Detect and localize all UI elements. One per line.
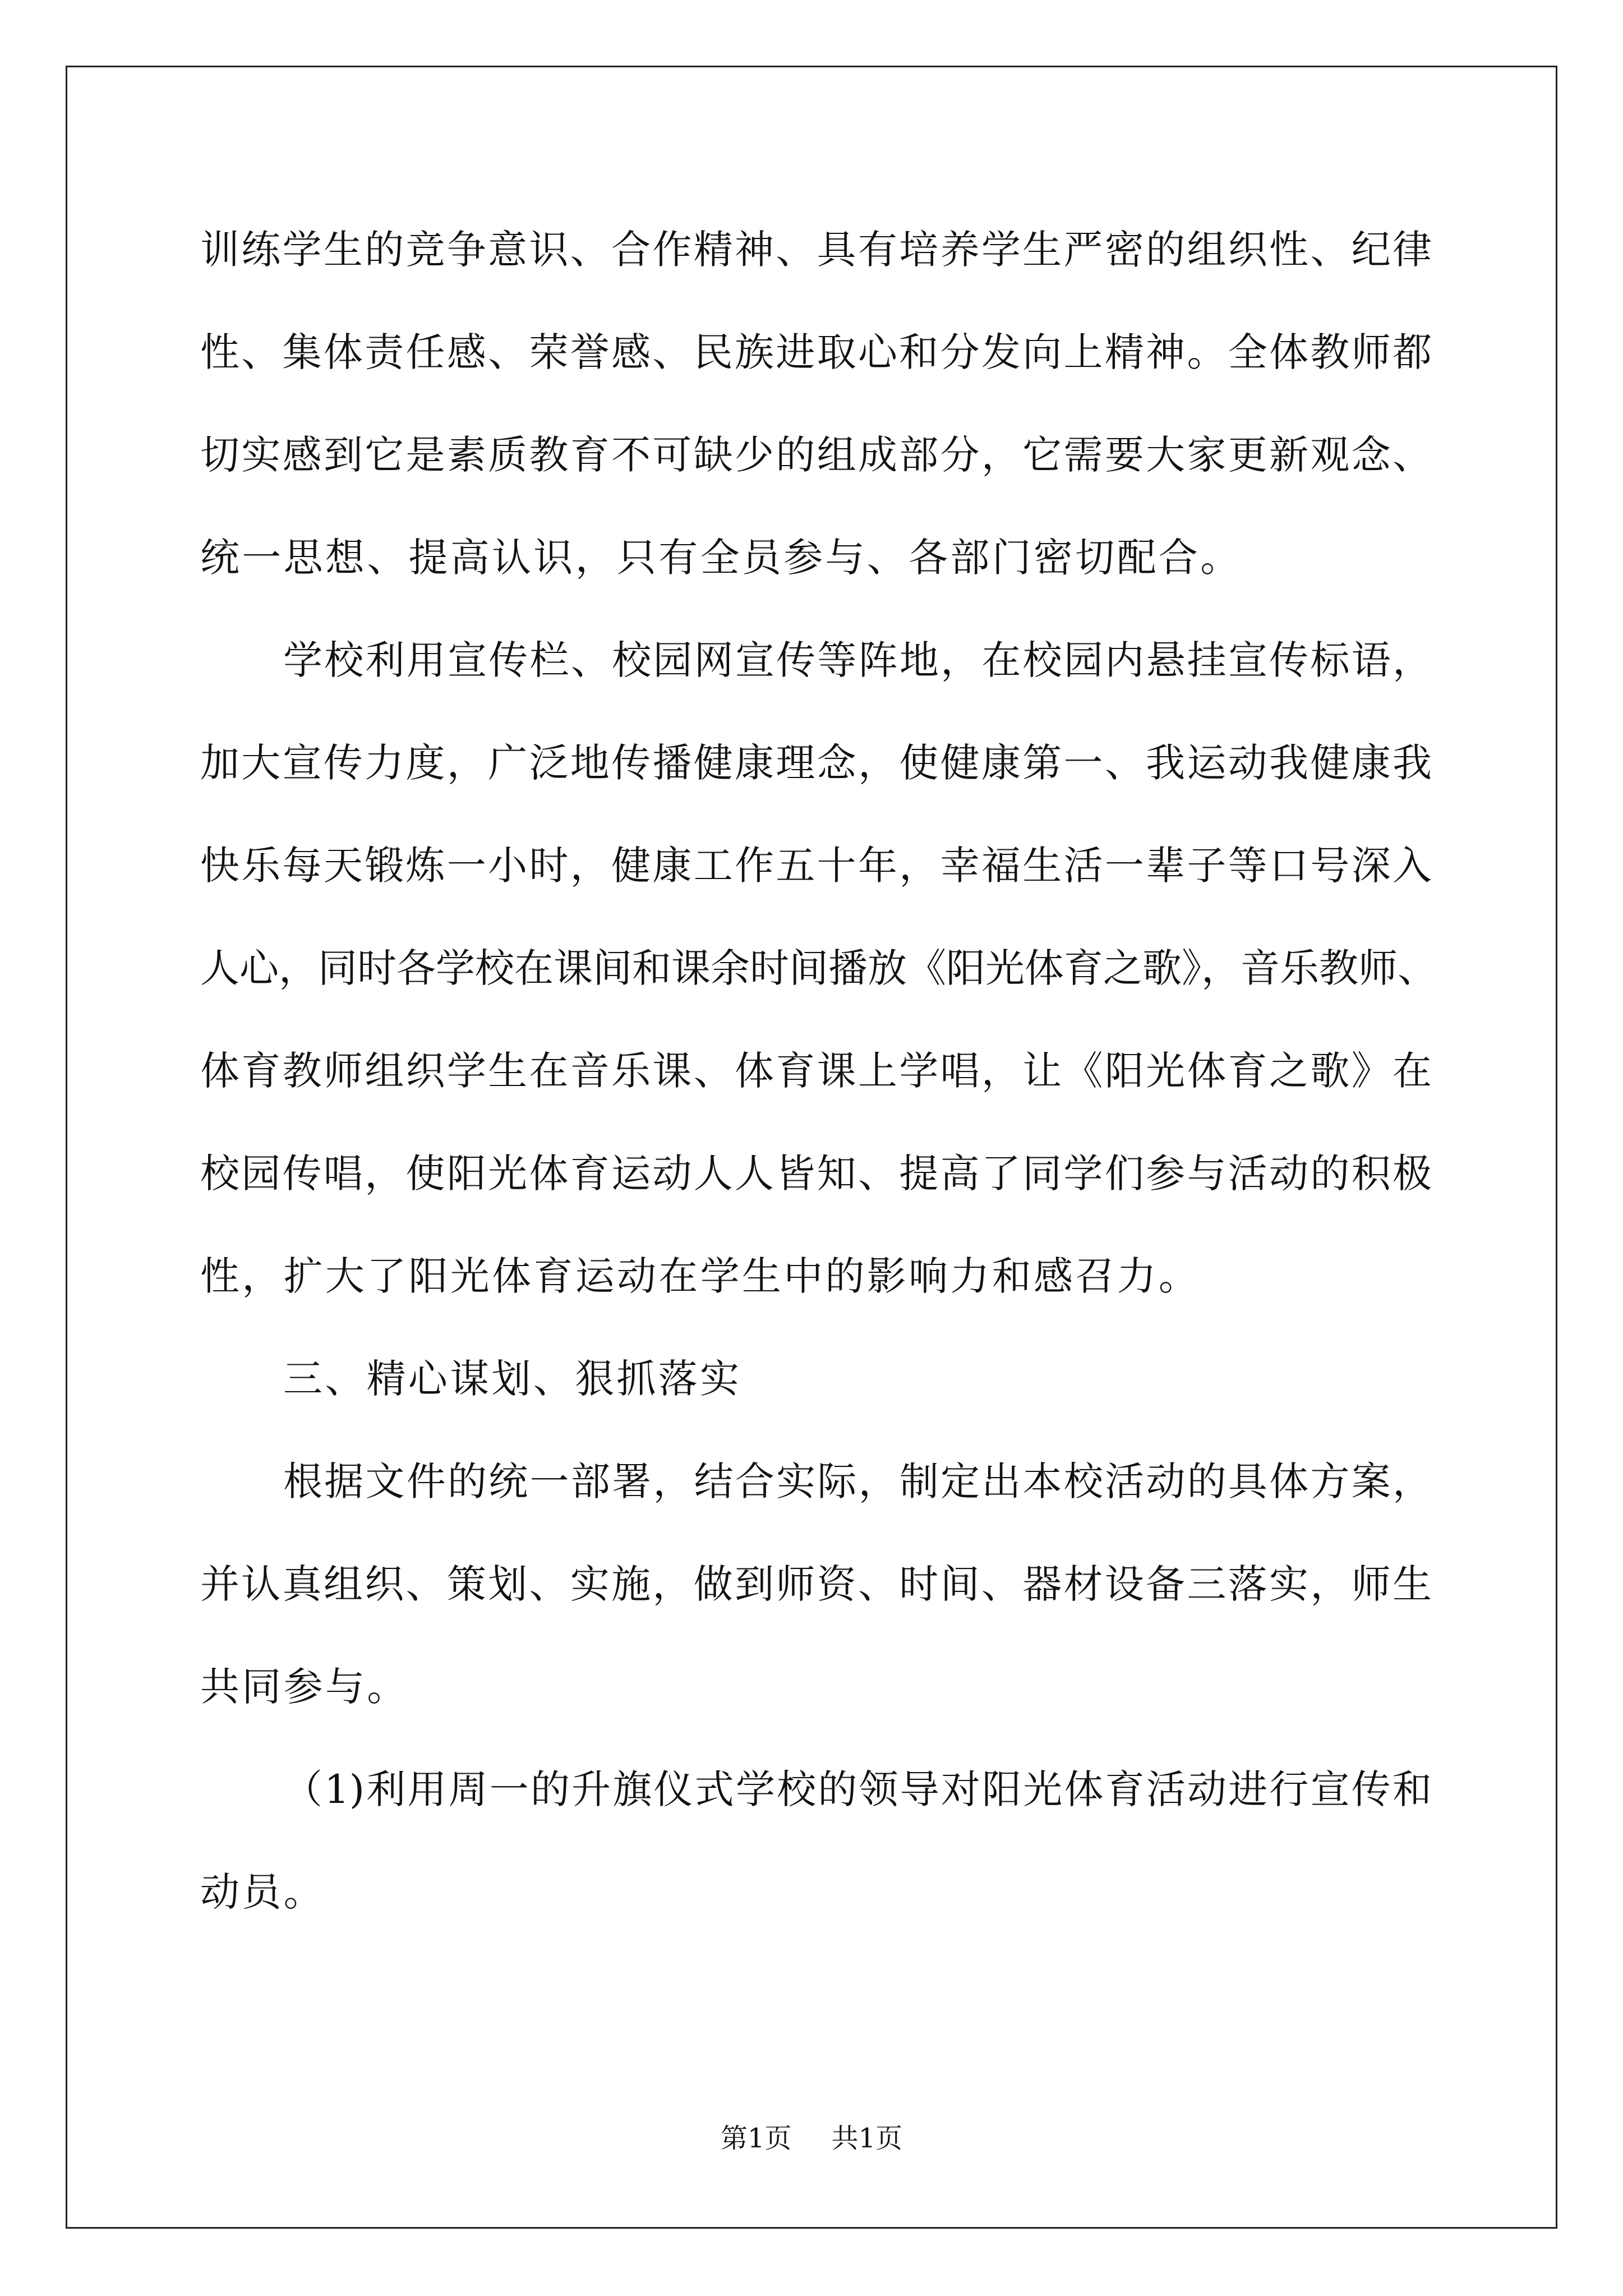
text-line: 并认真组织、策划、实施，做到师资、时间、器材设备三落实，师生: [200, 1561, 1432, 1607]
text-line: 性，扩大了阳光体育运动在学生中的影响力和感召力。: [200, 1253, 1201, 1299]
text-line: 性、集体责任感、荣誉感、民族进取心和分发向上精神。全体教师都: [200, 329, 1432, 375]
text-line: 动员。: [200, 1869, 325, 1915]
text-line: 统一思想、提高认识，只有全员参与、各部门密切配合。: [200, 535, 1242, 581]
text-line: 共同参与。: [200, 1664, 409, 1710]
section-heading: 三、精心谋划、狠抓落实: [283, 1356, 742, 1402]
text-line: 加大宣传力度，广泛地传播健康理念，使健康第一、我运动我健康我: [200, 740, 1432, 786]
paragraph-first-line: 根据文件的统一部署，结合实际，制定出本校活动的具体方案，: [283, 1458, 1432, 1504]
text-line: 人心，同时各学校在课间和课余时间播放《阳光体育之歌》，音乐教师、: [200, 945, 1437, 991]
page-total: 共1页: [831, 2123, 903, 2154]
text-line: 快乐每天锻炼一小时，健康工作五十年，幸福生活一辈子等口号深入: [200, 843, 1432, 889]
text-line: 体育教师组织学生在音乐课、体育课上学唱，让《阳光体育之歌》在: [200, 1048, 1432, 1094]
page-footer: [0, 2122, 1623, 2155]
page-number: 第1页: [720, 2123, 792, 2154]
paragraph-first-line: 学校利用宣传栏、校园网宣传等阵地，在校园内悬挂宣传标语，: [283, 637, 1432, 683]
text-line: 校园传唱，使阳光体育运动人人皆知、提高了同学们参与活动的积极: [200, 1151, 1432, 1197]
list-item-first-line: （1)利用周一的升旗仪式学校的领导对阳光体育活动进行宣传和: [283, 1766, 1432, 1812]
text-line: 训练学生的竞争意识、合作精神、具有培养学生严密的组织性、纪律: [200, 227, 1432, 273]
text-line: 切实感到它是素质教育不可缺少的组成部分，它需要大家更新观念、: [200, 432, 1432, 478]
